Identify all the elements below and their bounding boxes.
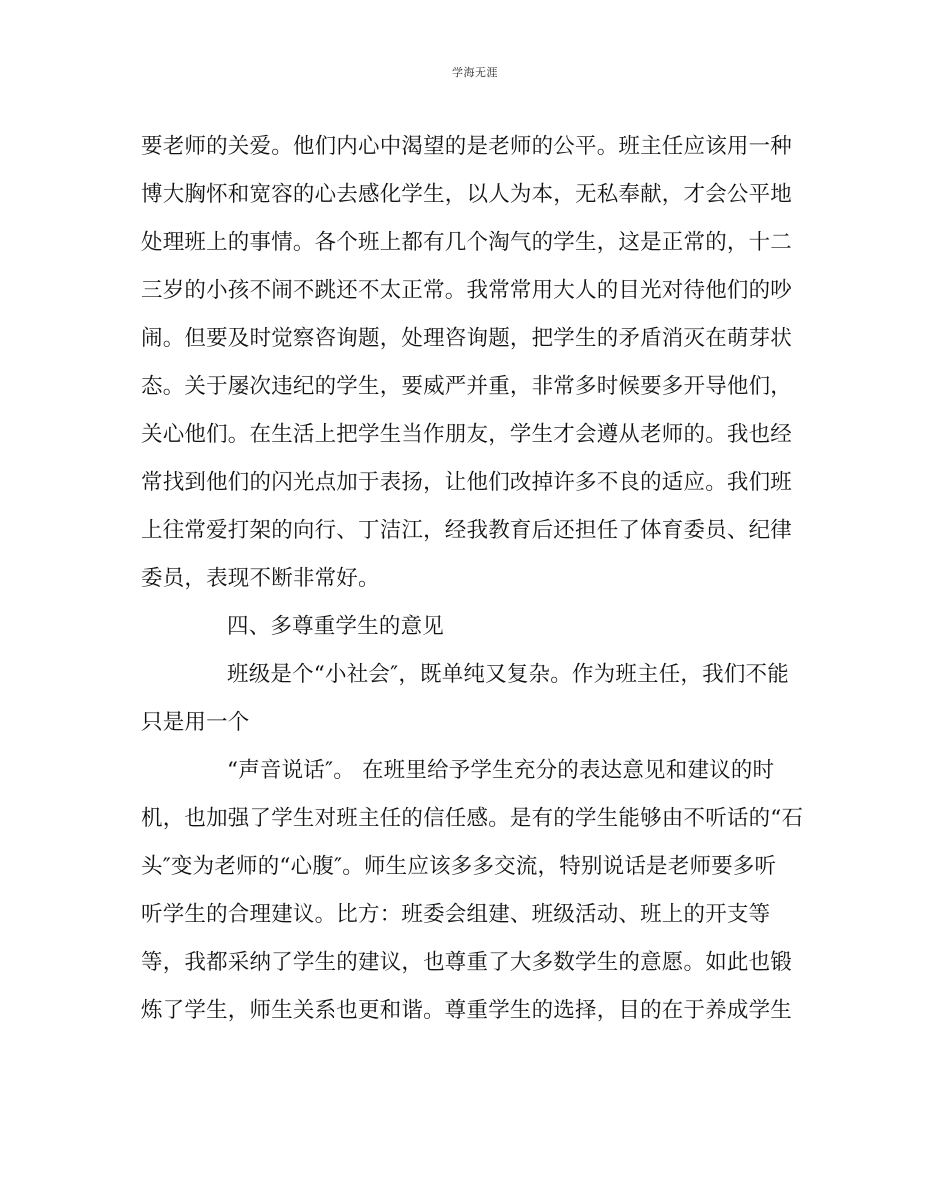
- body-line: 听学生的合理建议。比方：班委会组建、班级活动、班上的开支等: [141, 902, 771, 927]
- body-line: 常找到他们的闪光点加于表扬，让他们改掉许多不良的适应。我们班: [141, 470, 793, 495]
- section-heading: 四、多尊重学生的意见: [227, 614, 445, 639]
- body-line: 三岁的小孩不闹不跳还不太正常。我常常用大人的目光对待他们的吵: [141, 278, 793, 303]
- body-line: 上往常爱打架的向行、丁洁江，经我教育后还担任了体育委员、纪律: [141, 518, 793, 543]
- body-line: 博大胸怀和宽容的心去感化学生，以人为本，无私奉献，才会公平地: [141, 182, 793, 207]
- paragraph-first-line: “声音说话″。 在班里给予学生充分的表达意见和建议的时: [227, 758, 775, 783]
- body-line: 委员，表现不断非常好。: [141, 566, 380, 591]
- body-line: 态。关于屡次违纪的学生，要威严并重，非常多时候要多开导他们，: [141, 374, 793, 399]
- body-line: 要老师的关爱。他们内心中渴望的是老师的公平。班主任应该用一种: [141, 134, 793, 159]
- body-line: 关心他们。在生活上把学生当作朋友，学生才会遵从老师的。我也经: [141, 422, 793, 447]
- body-line: 等，我都采纳了学生的建议，也尊重了大多数学生的意愿。如此也锻: [141, 950, 793, 975]
- body-line: 只是用一个: [141, 710, 250, 735]
- paragraph-first-line: 班级是个“小社会″，既单纯又复杂。作为班主任，我们不能: [227, 662, 789, 687]
- body-line: 处理班上的事情。各个班上都有几个淘气的学生，这是正常的，十二: [141, 230, 793, 255]
- body-line: 炼了学生，师生关系也更和谐。尊重学生的选择，目的在于养成学生: [141, 998, 793, 1023]
- body-line: 头″变为老师的“心腹″。师生应该多多交流，特别说话是老师要多听: [141, 854, 777, 879]
- body-line: 机，也加强了学生对班主任的信任感。是有的学生能够由不听话的“石: [141, 806, 804, 831]
- page-header: 学海无涯: [452, 66, 498, 79]
- body-line: 闹。但要及时觉察咨询题，处理咨询题，把学生的矛盾消灭在萌芽状: [141, 326, 793, 351]
